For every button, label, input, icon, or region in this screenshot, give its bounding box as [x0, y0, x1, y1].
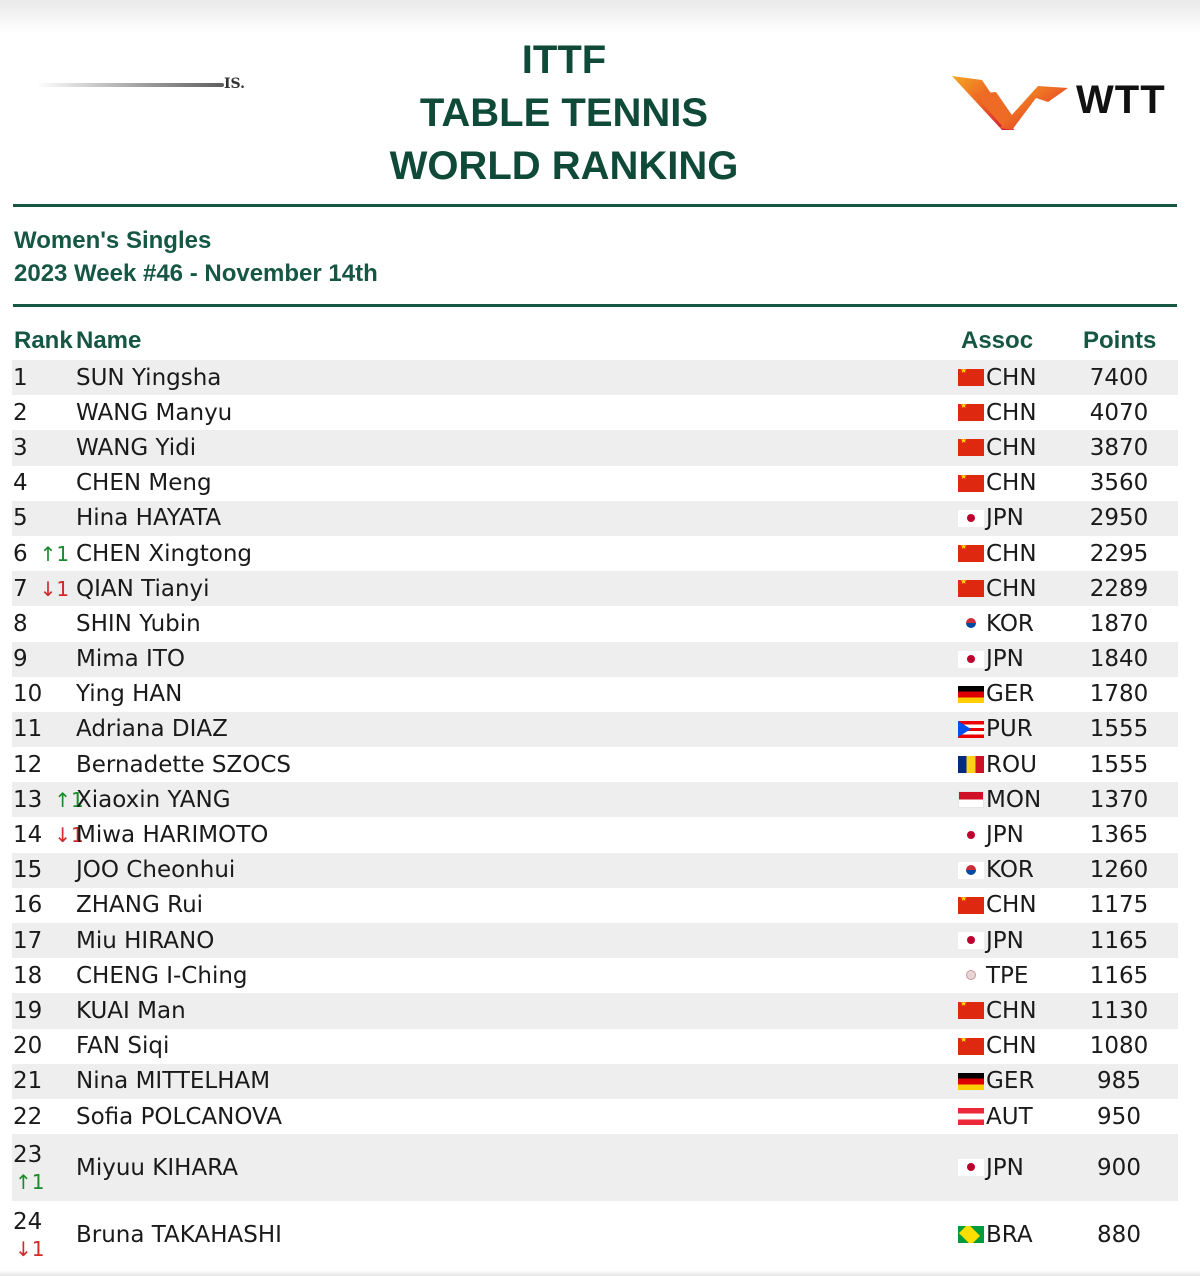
- assoc-code: CHN: [986, 540, 1037, 567]
- rank-wrap: [13, 928, 42, 954]
- assoc-cell: [958, 923, 1048, 958]
- flag-chn-icon: [958, 580, 984, 597]
- column-header-rank: Rank: [14, 327, 73, 354]
- rank-wrap: [13, 963, 42, 989]
- flag-chn-icon: [958, 1002, 984, 1019]
- points-value: 1165: [1089, 927, 1149, 954]
- player-name: SUN Yingsha: [76, 364, 222, 391]
- rank-number: 4: [13, 470, 28, 497]
- player-name: Miwa HARIMOTO: [76, 822, 269, 849]
- event-name: Women's Singles: [14, 227, 212, 254]
- flag-jpn-icon: [958, 827, 984, 844]
- rank-number: 19: [13, 997, 43, 1024]
- top-shade: [0, 0, 1200, 34]
- table-row: [12, 993, 1178, 1028]
- rank-wrap: [13, 1209, 44, 1261]
- rank-up-indicator: ↑1: [39, 541, 70, 566]
- table-row: [12, 360, 1178, 395]
- table-row: [12, 782, 1178, 817]
- player-name: Nina MITTELHAM: [76, 1068, 271, 1095]
- column-header-name: Name: [76, 327, 142, 354]
- player-name: FAN Siqi: [76, 1033, 170, 1060]
- rank-cell: [13, 1099, 42, 1134]
- rank-wrap: [13, 541, 69, 567]
- assoc-cell: [958, 571, 1048, 606]
- rank-number: 8: [13, 610, 28, 637]
- points-value: 7400: [1089, 364, 1149, 391]
- wtt-logo-text: WTT: [1076, 78, 1166, 122]
- assoc-cell: [958, 466, 1048, 501]
- rank-cell: [13, 888, 42, 923]
- rank-cell: [13, 747, 42, 782]
- points-value: 900: [1097, 1154, 1141, 1181]
- points-value: 1840: [1089, 646, 1149, 673]
- table-row: [12, 501, 1178, 536]
- points-value: 1555: [1089, 751, 1149, 778]
- table-row: [12, 677, 1178, 712]
- points-value: 2295: [1089, 540, 1149, 567]
- ranking-week: 2023 Week #46 - November 14th: [14, 260, 378, 287]
- rank-number: 18: [13, 962, 43, 989]
- rank-number: 6: [13, 540, 28, 567]
- player-name: CHEN Xingtong: [76, 540, 252, 567]
- rank-wrap: [13, 365, 28, 391]
- points-value: 1870: [1089, 610, 1149, 637]
- table-row: [12, 1064, 1178, 1099]
- player-name: Sofia POLCANOVA: [76, 1103, 283, 1130]
- rank-number: 1: [13, 364, 28, 391]
- flag-rou-icon: [958, 756, 984, 773]
- points-value: 3870: [1089, 434, 1149, 461]
- assoc-cell: [958, 501, 1048, 536]
- table-row: [12, 571, 1178, 606]
- wtt-logo-icon: [952, 72, 1070, 134]
- points-value: 1260: [1089, 857, 1149, 884]
- rank-wrap: [13, 470, 28, 496]
- player-name: Adriana DIAZ: [76, 716, 228, 743]
- rank-number: 7: [13, 575, 28, 602]
- points-value: 1365: [1089, 822, 1149, 849]
- rank-wrap: [13, 576, 69, 602]
- flag-aut-icon: [958, 1108, 984, 1125]
- bottom-shade: [0, 1270, 1200, 1276]
- rank-number: 5: [13, 505, 28, 532]
- table-row: [12, 430, 1178, 465]
- rank-cell: [13, 395, 28, 430]
- rank-cell: [13, 536, 69, 571]
- points-value: 1555: [1089, 716, 1149, 743]
- points-value: 1370: [1089, 786, 1149, 813]
- rank-down-indicator: ↓1: [54, 823, 84, 848]
- player-name: Miyuu KIHARA: [76, 1154, 238, 1181]
- flag-kor-icon: [958, 615, 984, 632]
- player-name: Xiaoxin YANG: [76, 786, 231, 813]
- rank-down-indicator: ↓1: [15, 1236, 45, 1261]
- column-header-points: Points: [1083, 327, 1157, 354]
- rank-cell: [13, 993, 42, 1028]
- rank-cell: [13, 712, 42, 747]
- flag-jpn-icon: [958, 932, 984, 949]
- assoc-cell: [958, 1201, 1048, 1268]
- flag-chn-icon: [958, 404, 984, 421]
- assoc-code: GER: [986, 1068, 1035, 1095]
- assoc-cell: [958, 606, 1048, 641]
- rank-cell: [13, 782, 84, 817]
- flag-jpn-icon: [958, 651, 984, 668]
- flag-kor-icon: [958, 862, 984, 879]
- assoc-code: JPN: [986, 646, 1024, 673]
- title-line-3: WORLD RANKING: [389, 144, 739, 188]
- assoc-code: GER: [986, 681, 1035, 708]
- assoc-code: CHN: [986, 364, 1037, 391]
- rank-wrap: [13, 611, 28, 637]
- assoc-cell: [958, 782, 1048, 817]
- points-value: 950: [1097, 1103, 1141, 1130]
- rank-wrap: [13, 998, 42, 1024]
- rank-number: 13: [13, 786, 43, 813]
- rank-number: 14: [13, 822, 43, 849]
- assoc-code: MON: [986, 786, 1042, 813]
- rank-cell: [13, 1029, 42, 1064]
- assoc-code: JPN: [986, 927, 1024, 954]
- points-value: 985: [1097, 1068, 1141, 1095]
- rank-cell: [13, 360, 28, 395]
- table-row: [12, 536, 1178, 571]
- assoc-code: JPN: [986, 505, 1024, 532]
- assoc-code: KOR: [986, 610, 1034, 637]
- rank-wrap: [13, 752, 42, 778]
- player-name: KUAI Man: [76, 997, 186, 1024]
- rank-cell: [13, 466, 28, 501]
- points-value: 2289: [1089, 575, 1149, 602]
- rank-wrap: [13, 681, 42, 707]
- rank-cell: [13, 853, 42, 888]
- table-row: [12, 712, 1178, 747]
- rank-wrap: [13, 716, 42, 742]
- flag-tpe-icon: [958, 967, 984, 984]
- rank-number: 22: [13, 1103, 43, 1130]
- rank-number: 17: [13, 927, 43, 954]
- player-name: WANG Manyu: [76, 399, 233, 426]
- table-row: [12, 958, 1178, 993]
- player-name: JOO Cheonhui: [76, 857, 236, 884]
- rank-cell: [13, 430, 28, 465]
- assoc-cell: [958, 1134, 1048, 1201]
- assoc-cell: [958, 395, 1048, 430]
- assoc-code: BRA: [986, 1221, 1033, 1248]
- assoc-cell: [958, 747, 1048, 782]
- table-row: [12, 606, 1178, 641]
- table-row: [12, 923, 1178, 958]
- table-row: [12, 853, 1178, 888]
- flag-chn-icon: [958, 369, 984, 386]
- player-name: Hina HAYATA: [76, 505, 222, 532]
- player-name: CHEN Meng: [76, 470, 212, 497]
- flag-chn-icon: [958, 545, 984, 562]
- rank-wrap: [13, 646, 28, 672]
- rank-cell: [13, 606, 28, 641]
- player-name: Miu HIRANO: [76, 927, 215, 954]
- rank-number: 9: [13, 646, 28, 673]
- rank-wrap: [13, 1033, 42, 1059]
- table-row: [12, 747, 1178, 782]
- rank-wrap: [13, 435, 28, 461]
- rank-wrap: [13, 400, 28, 426]
- points-value: 1165: [1089, 962, 1149, 989]
- rank-cell: [13, 817, 84, 852]
- flag-ger-icon: [958, 686, 984, 703]
- rank-wrap: [13, 892, 42, 918]
- rank-wrap: [13, 857, 42, 883]
- assoc-code: ROU: [986, 751, 1037, 778]
- rank-up-indicator: ↑1: [15, 1169, 45, 1194]
- assoc-cell: [958, 1099, 1048, 1134]
- points-value: 2950: [1089, 505, 1149, 532]
- wtt-logo: [952, 72, 1184, 134]
- assoc-cell: [958, 430, 1048, 465]
- rank-cell: [13, 1201, 44, 1268]
- table-row: [12, 1099, 1178, 1134]
- assoc-cell: [958, 712, 1048, 747]
- rank-number: 2: [13, 399, 28, 426]
- assoc-cell: [958, 677, 1048, 712]
- flag-pur-icon: [958, 721, 984, 738]
- title-line-1: ITTF: [521, 38, 607, 82]
- assoc-code: CHN: [986, 1033, 1037, 1060]
- assoc-cell: [958, 642, 1048, 677]
- assoc-code: JPN: [986, 1154, 1024, 1181]
- player-name: Ying HAN: [76, 681, 183, 708]
- assoc-cell: [958, 993, 1048, 1028]
- rank-cell: [13, 642, 28, 677]
- player-name: CHENG I-Ching: [76, 962, 248, 989]
- subtitle-divider: [13, 304, 1177, 307]
- player-name: Bernadette SZOCS: [76, 751, 292, 778]
- rank-number: 21: [13, 1068, 43, 1095]
- assoc-code: AUT: [986, 1103, 1033, 1130]
- rank-cell: [13, 571, 69, 606]
- flag-jpn-icon: [958, 1159, 984, 1176]
- player-name: ZHANG Rui: [76, 892, 204, 919]
- ranking-table: [12, 360, 1178, 1268]
- assoc-cell: [958, 853, 1048, 888]
- assoc-cell: [958, 958, 1048, 993]
- assoc-cell: [958, 888, 1048, 923]
- points-value: 880: [1097, 1221, 1141, 1248]
- flag-chn-icon: [958, 1038, 984, 1055]
- rank-number: 11: [13, 716, 43, 743]
- table-row: [12, 395, 1178, 430]
- assoc-cell: [958, 536, 1048, 571]
- table-row: [12, 817, 1178, 852]
- player-name: Bruna TAKAHASHI: [76, 1221, 282, 1248]
- rank-wrap: [13, 1142, 44, 1194]
- rank-up-indicator: ↑1: [54, 787, 84, 812]
- rank-cell: [13, 501, 28, 536]
- flag-jpn-icon: [958, 510, 984, 527]
- rank-cell: [13, 677, 42, 712]
- points-value: 3560: [1089, 470, 1149, 497]
- rank-cell: [13, 1134, 44, 1201]
- assoc-code: JPN: [986, 822, 1024, 849]
- rank-cell: [13, 923, 42, 958]
- rank-wrap: [13, 505, 28, 531]
- assoc-code: CHN: [986, 470, 1037, 497]
- rank-number: 24: [13, 1208, 43, 1235]
- table-row: [12, 888, 1178, 923]
- assoc-cell: [958, 360, 1048, 395]
- assoc-code: CHN: [986, 892, 1037, 919]
- rank-wrap: [13, 787, 84, 813]
- table-row: [12, 1029, 1178, 1064]
- rank-number: 10: [13, 681, 43, 708]
- rank-number: 16: [13, 892, 43, 919]
- rank-cell: [13, 958, 42, 993]
- table-row: [12, 466, 1178, 501]
- assoc-code: TPE: [986, 962, 1029, 989]
- assoc-cell: [958, 817, 1048, 852]
- rank-wrap: [13, 1104, 42, 1130]
- assoc-code: PUR: [986, 716, 1033, 743]
- rank-number: 15: [13, 857, 43, 884]
- points-value: 1080: [1089, 1033, 1149, 1060]
- rank-wrap: [13, 1068, 42, 1094]
- rank-number: 23: [13, 1141, 43, 1168]
- assoc-cell: [958, 1064, 1048, 1099]
- column-header-assoc: Assoc: [961, 327, 1034, 354]
- flag-chn-icon: [958, 897, 984, 914]
- points-value: 1130: [1089, 997, 1149, 1024]
- rank-cell: [13, 1064, 42, 1099]
- rank-wrap: [13, 822, 84, 848]
- flag-mon-icon: [958, 791, 984, 808]
- subtitle: [14, 224, 378, 290]
- assoc-code: CHN: [986, 997, 1037, 1024]
- partner-logo-text: IS.: [224, 76, 246, 92]
- header-divider: [13, 204, 1177, 207]
- rank-number: 3: [13, 434, 28, 461]
- table-row: [12, 1201, 1178, 1268]
- player-name: Mima ITO: [76, 646, 185, 673]
- flag-chn-icon: [958, 475, 984, 492]
- title-line-2: TABLE TENNIS: [419, 91, 709, 135]
- points-value: 1780: [1089, 681, 1149, 708]
- rank-number: 20: [13, 1033, 43, 1060]
- flag-ger-icon: [958, 1073, 984, 1090]
- assoc-cell: [958, 1029, 1048, 1064]
- flag-bra-icon: [958, 1226, 984, 1243]
- rank-number: 12: [13, 751, 43, 778]
- rank-down-indicator: ↓1: [39, 576, 70, 601]
- player-name: WANG Yidi: [76, 434, 197, 461]
- assoc-code: KOR: [986, 857, 1034, 884]
- table-row: [12, 1134, 1178, 1201]
- assoc-code: CHN: [986, 575, 1037, 602]
- table-row: [12, 642, 1178, 677]
- flag-chn-icon: [958, 439, 984, 456]
- points-value: 4070: [1089, 399, 1149, 426]
- player-name: QIAN Tianyi: [76, 575, 210, 602]
- assoc-code: CHN: [986, 399, 1037, 426]
- player-name: SHIN Yubin: [76, 610, 201, 637]
- points-value: 1175: [1089, 892, 1149, 919]
- assoc-code: CHN: [986, 434, 1037, 461]
